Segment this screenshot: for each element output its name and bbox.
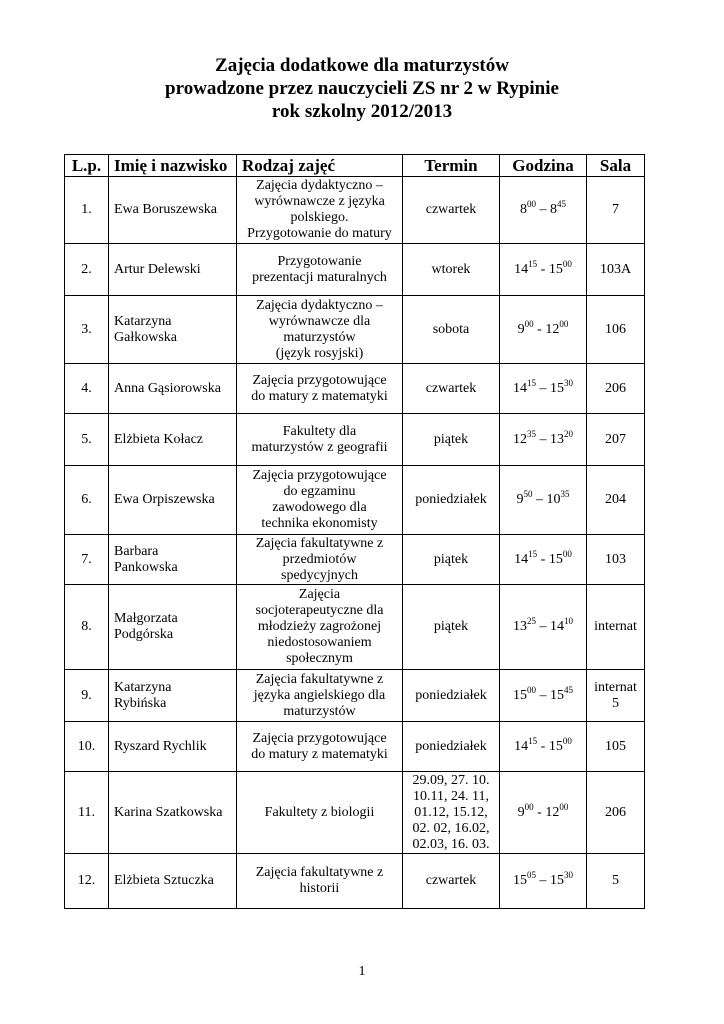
class-term-line: czwartek xyxy=(425,380,477,396)
class-type xyxy=(237,535,403,585)
teacher-name xyxy=(109,585,237,670)
class-term xyxy=(403,364,500,414)
class-type xyxy=(237,670,403,722)
time-m1: 00 xyxy=(524,318,534,329)
row-number: 10. xyxy=(65,722,109,772)
time-m2: 00 xyxy=(559,318,569,329)
class-room-line: 103A xyxy=(599,261,632,277)
time-h1: 9 xyxy=(517,804,525,820)
row-number: 5. xyxy=(65,414,109,466)
class-room-line: 105 xyxy=(605,738,626,754)
class-room xyxy=(587,364,645,414)
class-room-line: 206 xyxy=(605,380,626,396)
class-type-line: polskiego. xyxy=(290,210,349,225)
table-row xyxy=(65,177,645,244)
time-sep: – xyxy=(532,492,547,507)
row-number: 7. xyxy=(65,535,109,585)
class-room-line: 5 xyxy=(612,695,619,711)
class-type-line: do matury z matematyki xyxy=(251,388,388,404)
class-term-line: poniedziałek xyxy=(415,738,487,754)
time-m2: 00 xyxy=(562,548,572,559)
table-row xyxy=(65,585,645,670)
title-line-2: prowadzone przez nauczycieli ZS nr 2 w Rypinie xyxy=(165,78,559,99)
class-type-line: Fakultety z biologii xyxy=(264,804,375,820)
time-sep: – xyxy=(536,873,550,888)
time-h2: 15 xyxy=(550,687,564,703)
teacher-name xyxy=(109,854,237,909)
class-time xyxy=(500,364,587,414)
teacher-name-line: Gałkowska xyxy=(114,329,177,345)
class-type-line: Zajęcia fakultatywne z xyxy=(255,535,384,551)
time-h1: 15 xyxy=(513,687,527,703)
header-type: Rodzaj zajęć xyxy=(237,155,403,177)
title-line-3: rok szkolny 2012/2013 xyxy=(271,101,453,122)
header-lp: L.p. xyxy=(65,155,109,177)
time-sep: - xyxy=(533,804,546,820)
row-number: 2. xyxy=(65,244,109,296)
schedule-table xyxy=(64,154,645,909)
time-m1: 15 xyxy=(528,735,538,746)
class-term xyxy=(403,177,500,244)
row-number: 9. xyxy=(65,670,109,722)
class-term-line: poniedziałek xyxy=(415,687,487,703)
class-term-line: 29.09, 27. 10. xyxy=(412,772,490,788)
class-type-line: prezentacji maturalnych xyxy=(252,269,387,285)
time-m2: 30 xyxy=(564,870,573,880)
class-time xyxy=(500,670,587,722)
class-type-line: Zajęcia przygotowujące xyxy=(252,372,387,388)
class-type-line: Zajęcia fakultatywne z xyxy=(255,671,384,687)
class-type-line: (język rosyjski) xyxy=(275,345,364,361)
teacher-name-line: Elżbieta Kołacz xyxy=(114,431,204,447)
class-term-line: piątek xyxy=(433,431,469,447)
table-body xyxy=(65,177,645,909)
time-h2: 12 xyxy=(545,321,560,337)
class-type-line: maturzystów xyxy=(283,329,356,345)
class-room-line: internat xyxy=(594,679,637,695)
teacher-name-line: Katarzyna xyxy=(114,313,172,329)
time-m2: 45 xyxy=(564,684,573,695)
class-room xyxy=(587,670,645,722)
table-row xyxy=(65,244,645,296)
table-row xyxy=(65,414,645,466)
row-number: 8. xyxy=(65,585,109,670)
class-type-line: zawodowego dla xyxy=(272,500,367,515)
teacher-name-line: Elżbieta Sztuczka xyxy=(114,873,214,888)
class-room xyxy=(587,722,645,772)
time-h1: 8 xyxy=(520,202,527,217)
class-type xyxy=(237,296,403,364)
class-type-line: Zajęcia dydaktyczno – xyxy=(256,178,383,193)
class-type-line: Zajęcia fakultatywne z xyxy=(255,865,384,880)
teacher-name xyxy=(109,414,237,466)
time-sep: - xyxy=(537,261,549,277)
class-time xyxy=(500,854,587,909)
time-sep: - xyxy=(537,738,549,754)
class-room xyxy=(587,585,645,670)
time-m1: 15 xyxy=(527,377,536,388)
class-room xyxy=(587,244,645,296)
class-term xyxy=(403,722,500,772)
class-type-line: niedostosowaniem xyxy=(267,635,372,650)
class-type-line: wyrównawcze z języka xyxy=(254,194,385,209)
class-type-line: społecznym xyxy=(286,651,353,666)
teacher-name-line: Katarzyna xyxy=(114,679,172,695)
teacher-name xyxy=(109,177,237,244)
table-row xyxy=(65,722,645,772)
class-room-line: 204 xyxy=(605,492,626,507)
time-sep: - xyxy=(533,321,546,337)
class-type xyxy=(237,585,403,670)
table-row xyxy=(65,535,645,585)
time-h2: 15 xyxy=(548,261,563,277)
time-h1: 14 xyxy=(514,738,529,754)
class-room-line: 7 xyxy=(612,202,619,217)
time-h1: 15 xyxy=(513,873,527,888)
teacher-name-line: Barbara xyxy=(114,543,159,559)
class-room-line: 5 xyxy=(612,873,619,888)
time-h1: 14 xyxy=(513,380,527,396)
time-h2: 15 xyxy=(548,738,563,754)
class-term-line: czwartek xyxy=(425,202,477,217)
time-h2: 15 xyxy=(550,380,564,396)
class-time xyxy=(500,244,587,296)
class-room xyxy=(587,772,645,854)
class-term-line: wtorek xyxy=(431,261,471,277)
class-term xyxy=(403,466,500,535)
class-room-line: 207 xyxy=(605,431,626,447)
class-type xyxy=(237,177,403,244)
time-m1: 00 xyxy=(527,684,536,695)
time-m2: 30 xyxy=(564,377,573,388)
teacher-name xyxy=(109,296,237,364)
time-m2: 20 xyxy=(564,428,573,439)
class-type-line: przedmiotów xyxy=(282,551,357,567)
document-title xyxy=(0,54,724,123)
teacher-name xyxy=(109,244,237,296)
teacher-name-line: Podgórska xyxy=(114,627,174,642)
class-time xyxy=(500,585,587,670)
class-room xyxy=(587,296,645,364)
class-type-line: młodzieży zagrożonej xyxy=(257,619,382,634)
class-room-line: 106 xyxy=(605,321,626,337)
time-m1: 15 xyxy=(528,548,538,559)
teacher-name-line: Rybińska xyxy=(114,695,167,711)
class-type xyxy=(237,364,403,414)
time-h2: 14 xyxy=(550,619,564,634)
teacher-name xyxy=(109,670,237,722)
time-m2: 00 xyxy=(562,735,572,746)
teacher-name-line: Anna Gąsiorowska xyxy=(114,380,221,396)
class-time xyxy=(500,722,587,772)
teacher-name-line: Ewa Orpiszewska xyxy=(114,492,215,507)
time-sep: – xyxy=(536,202,550,217)
class-term-line: 01.12, 15.12, xyxy=(414,804,488,820)
class-type-line: Przygotowanie xyxy=(277,253,362,269)
time-h2: 15 xyxy=(548,551,563,567)
class-room xyxy=(587,535,645,585)
row-number: 3. xyxy=(65,296,109,364)
class-type-line: Zajęcia przygotowujące xyxy=(252,730,387,746)
time-m2: 00 xyxy=(562,258,572,269)
time-h2: 12 xyxy=(545,804,560,820)
class-time xyxy=(500,772,587,854)
table-row xyxy=(65,364,645,414)
time-h2: 15 xyxy=(550,873,564,888)
time-m1: 05 xyxy=(527,870,536,880)
class-room-line: internat xyxy=(594,619,637,634)
teacher-name xyxy=(109,466,237,535)
header-room: Sala xyxy=(587,155,645,177)
class-type-line: technika ekonomisty xyxy=(261,516,378,531)
row-number: 12. xyxy=(65,854,109,909)
class-type-line: wyrównawcze dla xyxy=(268,313,371,329)
class-type-line: języka angielskiego dla xyxy=(253,687,386,703)
time-m2: 45 xyxy=(557,199,566,209)
class-type xyxy=(237,854,403,909)
class-room-line: 103 xyxy=(605,551,626,567)
class-type-line: Przygotowanie do matury xyxy=(247,226,392,241)
class-room xyxy=(587,466,645,535)
table-row xyxy=(65,296,645,364)
class-term-line: piątek xyxy=(433,619,469,634)
time-h1: 14 xyxy=(514,551,529,567)
class-type-line: do egzaminu xyxy=(283,484,356,499)
class-term xyxy=(403,244,500,296)
title-line-1: Zajęcia dodatkowe dla maturzystów xyxy=(215,55,509,76)
table-row xyxy=(65,772,645,854)
row-number: 1. xyxy=(65,177,109,244)
teacher-name-line: Małgorzata xyxy=(114,611,178,626)
teacher-name xyxy=(109,364,237,414)
class-term xyxy=(403,535,500,585)
header-time: Godzina xyxy=(500,155,587,177)
teacher-name xyxy=(109,722,237,772)
class-type-line: Zajęcia xyxy=(298,587,341,602)
class-type-line: socjoterapeutyczne dla xyxy=(255,603,384,618)
teacher-name-line: Pankowska xyxy=(114,559,178,575)
class-room-line: 206 xyxy=(605,804,626,820)
class-room xyxy=(587,177,645,244)
class-term-line: 02. 02, 16.02, xyxy=(412,820,490,836)
time-m1: 50 xyxy=(523,489,533,499)
class-type xyxy=(237,466,403,535)
time-sep: – xyxy=(536,687,550,703)
teacher-name xyxy=(109,772,237,854)
time-h1: 14 xyxy=(514,261,529,277)
class-term-line: czwartek xyxy=(425,873,477,888)
class-type-line: Zajęcia dydaktyczno – xyxy=(256,297,383,313)
class-term xyxy=(403,585,500,670)
time-h2: 13 xyxy=(550,431,564,447)
time-h2: 8 xyxy=(550,202,557,217)
class-term-line: poniedziałek xyxy=(415,492,487,507)
class-room xyxy=(587,414,645,466)
time-m1: 25 xyxy=(527,616,536,626)
table-row xyxy=(65,670,645,722)
class-term xyxy=(403,670,500,722)
class-time xyxy=(500,535,587,585)
class-time xyxy=(500,466,587,535)
header-name: Imię i nazwisko xyxy=(109,155,237,177)
class-type-line: maturzystów z geografii xyxy=(251,439,388,455)
time-m2: 00 xyxy=(559,801,569,812)
time-m1: 15 xyxy=(528,258,538,269)
time-m1: 35 xyxy=(527,428,536,439)
time-m1: 00 xyxy=(524,801,534,812)
class-term xyxy=(403,772,500,854)
table-header-row xyxy=(65,155,645,177)
class-type-line: Zajęcia przygotowujące xyxy=(252,468,387,483)
time-h1: 9 xyxy=(517,321,525,337)
time-m1: 00 xyxy=(527,199,536,209)
time-h1: 13 xyxy=(513,619,527,634)
time-sep: – xyxy=(536,380,550,396)
class-term xyxy=(403,854,500,909)
class-room xyxy=(587,854,645,909)
table-row xyxy=(65,854,645,909)
class-term-line: piątek xyxy=(433,551,469,567)
page-number: 1 xyxy=(358,964,366,979)
class-type-line: maturzystów xyxy=(283,703,356,719)
class-type xyxy=(237,414,403,466)
teacher-name-line: Artur Delewski xyxy=(114,261,201,277)
class-type-line: spedycyjnych xyxy=(281,567,358,583)
class-time xyxy=(500,414,587,466)
teacher-name-line: Ryszard Rychlik xyxy=(114,738,207,754)
class-term xyxy=(403,296,500,364)
time-h1: 9 xyxy=(516,492,524,507)
row-number: 11. xyxy=(65,772,109,854)
class-term-line: sobota xyxy=(432,321,470,337)
time-h1: 12 xyxy=(513,431,527,447)
time-sep: – xyxy=(536,431,550,447)
class-term-line: 10.11, 24. 11, xyxy=(413,788,489,804)
table-row xyxy=(65,466,645,535)
time-m2: 35 xyxy=(560,489,570,499)
teacher-name xyxy=(109,535,237,585)
class-time xyxy=(500,296,587,364)
class-type xyxy=(237,772,403,854)
class-type-line: Fakultety dla xyxy=(282,423,357,439)
row-number: 4. xyxy=(65,364,109,414)
class-type xyxy=(237,244,403,296)
time-sep: – xyxy=(536,619,550,634)
time-m2: 10 xyxy=(564,616,573,626)
class-term-line: 02.03, 16. 03. xyxy=(412,836,490,852)
class-type-line: do matury z matematyki xyxy=(251,746,388,762)
class-type-line: historii xyxy=(299,881,340,896)
teacher-name-line: Karina Szatkowska xyxy=(114,804,223,820)
header-term: Termin xyxy=(403,155,500,177)
time-h2: 10 xyxy=(546,492,561,507)
teacher-name-line: Ewa Boruszewska xyxy=(114,202,218,217)
class-term xyxy=(403,414,500,466)
time-sep: - xyxy=(537,551,549,567)
class-type xyxy=(237,722,403,772)
row-number: 6. xyxy=(65,466,109,535)
class-time xyxy=(500,177,587,244)
